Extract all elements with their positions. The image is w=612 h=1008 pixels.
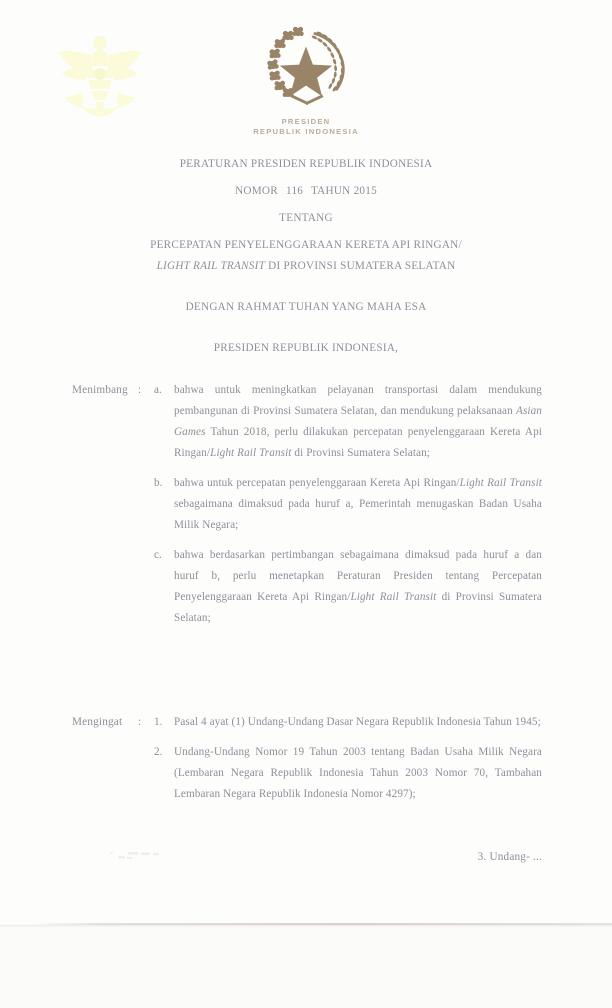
subject-line-2: [0, 259, 612, 273]
clause-items: [154, 380, 542, 629]
item-marker: 2.: [154, 746, 163, 758]
clause-item: [154, 473, 542, 536]
item-marker: b.: [154, 477, 163, 489]
regulation-number: 116: [286, 185, 304, 197]
presidential-seal-block: [0, 26, 612, 136]
subject-line-2-rest: DI PROVINSI SUMATERA SELATAN: [265, 260, 456, 272]
presidential-star-wreath-seal-icon: [264, 26, 348, 110]
item-text: bahwa berdasarkan pertimbangan sebagaimana dimaksud pada huruf a dan huruf b, perlu menetapkan Peraturan Presiden tentang Percepatan Penyelenggaraan Kereta Api Ringan/Light Rail Transit di Provinsi Sumatera Selatan;: [174, 549, 542, 624]
signatory-line: PRESIDEN REPUBLIK INDONESIA,: [213, 342, 399, 354]
clause-item: [154, 712, 542, 733]
seal-caption-line2: REPUBLIK INDONESIA: [253, 126, 359, 136]
item-text: bahwa untuk percepatan penyelenggaraan Kereta Api Ringan/Light Rail Transit sebagaimana dimaksud pada huruf a, Pemerintah menugaskan Badan Usaha Milik Negara;: [174, 477, 542, 531]
page-continuation-marker: 3. Undang- ...: [477, 851, 542, 863]
clause-item: [154, 545, 542, 629]
item-text: Undang-Undang Nomor 19 Tahun 2003 tentang Badan Usaha Milik Negara (Lembaran Negara Republik Indonesia Tahun 2003 Nomor 70, Tambahan Lembaran Negara Republik Indonesia Nomor 4297);: [174, 746, 542, 800]
seal-caption-line1: PRESIDEN: [281, 117, 331, 126]
clause-colon: :: [138, 716, 142, 728]
number-prefix: NOMOR: [235, 185, 278, 197]
regulation-number-line: [0, 184, 612, 198]
item-text: Pasal 4 ayat (1) Undang-Undang Dasar Negara Republik Indonesia Tahun 1945;: [174, 716, 541, 728]
item-text: bahwa untuk meningkatkan pelayanan transportasi dalam mendukung pembangunan di Provinsi Sumatera Selatan, dan mendukung pelaksanaan Asian Games Tahun 2018, perlu dilakukan percepatan penyelenggaraan Kereta Api Ringan/Light Rail Transit di Provinsi Sumatera Selatan;: [174, 384, 542, 459]
about-label: TENTANG: [279, 212, 333, 224]
seal-caption: [0, 117, 612, 136]
blessing-line: DENGAN RAHMAT TUHAN YANG MAHA ESA: [185, 301, 427, 313]
clause-block-mengingat: [72, 712, 542, 805]
clause-item: [154, 380, 542, 464]
page-title: PERATURAN PRESIDEN REPUBLIK INDONESIA: [179, 158, 433, 170]
clause-block-menimbang: [72, 380, 542, 629]
page-bottom-edge: [30, 923, 612, 925]
item-marker: c.: [154, 549, 162, 561]
clause-item: [154, 742, 542, 805]
subject-line-2-italic: LIGHT RAIL TRANSIT: [156, 260, 266, 272]
clause-colon: :: [138, 384, 142, 396]
faded-stamp-smudge-icon: [108, 849, 170, 865]
clause-label: Menimbang: [72, 384, 128, 396]
year-prefix: TAHUN: [311, 185, 351, 197]
clause-items: [154, 712, 542, 805]
subject-line-1: PERCEPATAN PENYELENGGARAAN KERETA API RINGAN/: [150, 239, 462, 251]
item-marker: a.: [154, 384, 162, 396]
item-marker: 1.: [154, 716, 163, 728]
regulation-year: 2015: [353, 185, 377, 197]
clause-label: Mengingat: [72, 716, 123, 728]
